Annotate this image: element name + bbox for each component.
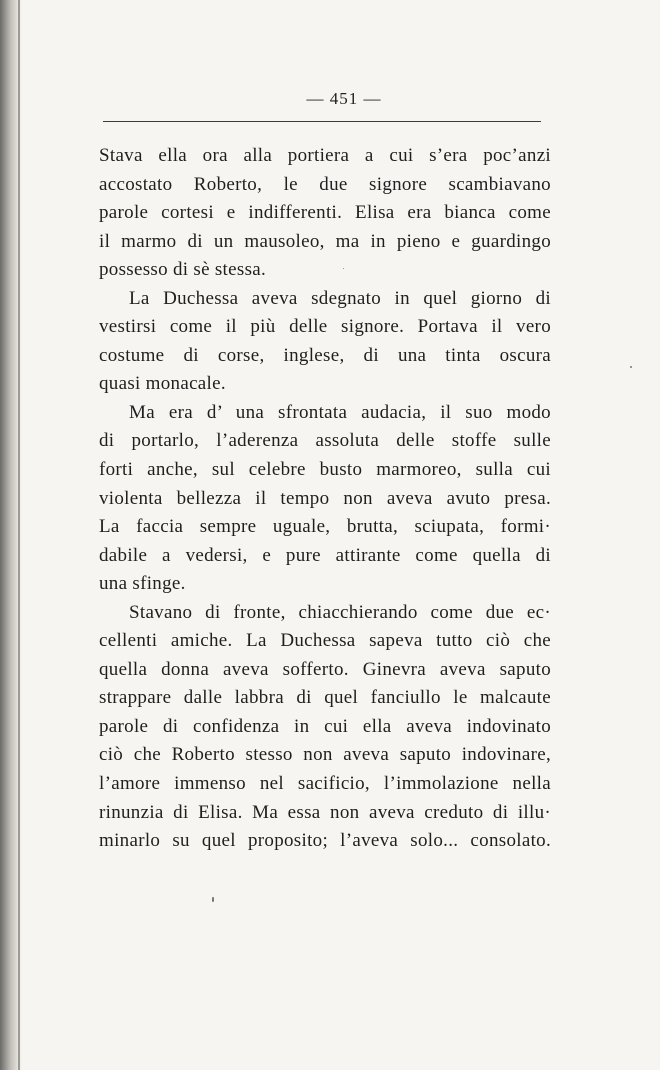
text-line: di portarlo, l’aderenza assoluta delle stoffe sulle [99, 430, 551, 452]
text-line: il marmo di un mausoleo, ma in pieno e guardingo [99, 230, 551, 252]
text-line: violenta bellezza il tempo non aveva avuto presa. [99, 487, 551, 509]
text-line: quella donna aveva sofferto. Ginevra aveva saputo [99, 658, 551, 680]
text-line: forti anche, sul celebre busto marmoreo, sulla cui [99, 459, 551, 481]
text-line: accostato Roberto, le due signore scambiavano [99, 173, 551, 195]
text-line: parole cortesi e indifferenti. Elisa era bianca come [99, 202, 551, 224]
text-line: costume di corse, inglese, di una tinta oscura [99, 344, 551, 366]
text-line: rinunzia di Elisa. Ma essa non aveva creduto di illu· [99, 801, 551, 823]
text-line: minarlo su quel proposito; l’aveva solo... consolato. [99, 830, 551, 852]
text-line: strappare dalle labbra di quel fanciullo le malcaute [99, 687, 551, 709]
text-line: possesso di sè stessa. [99, 259, 267, 281]
text-line: ciò che Roberto stesso non aveva saputo indovinare, [99, 744, 551, 766]
text-line: Stavano di fronte, chiacchierando come due ec· [129, 601, 551, 623]
text-line: quasi monacale. [99, 373, 226, 395]
binding-edge-line [18, 0, 20, 1070]
text-line: cellenti amiche. La Duchessa sapeva tutto ciò che [99, 630, 551, 652]
paper-speck [212, 897, 214, 902]
page-number: — 451 — [306, 89, 382, 108]
header-rule [103, 121, 541, 122]
text-line: una sfinge. [99, 573, 186, 595]
text-line: Ma era d’ una sfrontata audacia, il suo modo [129, 401, 551, 423]
body-text [99, 142, 551, 856]
text-line: La faccia sempre uguale, brutta, sciupata, formi· [99, 516, 551, 538]
text-line: Stava ella ora alla portiera a cui s’era poc’anzi [99, 145, 551, 166]
paper-speck [630, 366, 632, 368]
text-line: l’amore immenso nel sacificio, l’immolazione nella [99, 773, 551, 795]
text-line: La Duchessa aveva sdegnato in quel giorno di [129, 287, 551, 309]
text-line: vestirsi come il più delle signore. Portava il vero [99, 316, 551, 338]
text-line: parole di confidenza in cui ella aveva indovinato [99, 715, 551, 737]
text-line: dabile a vedersi, e pure attirante come quella di [99, 544, 551, 566]
paper-speck [343, 268, 344, 269]
